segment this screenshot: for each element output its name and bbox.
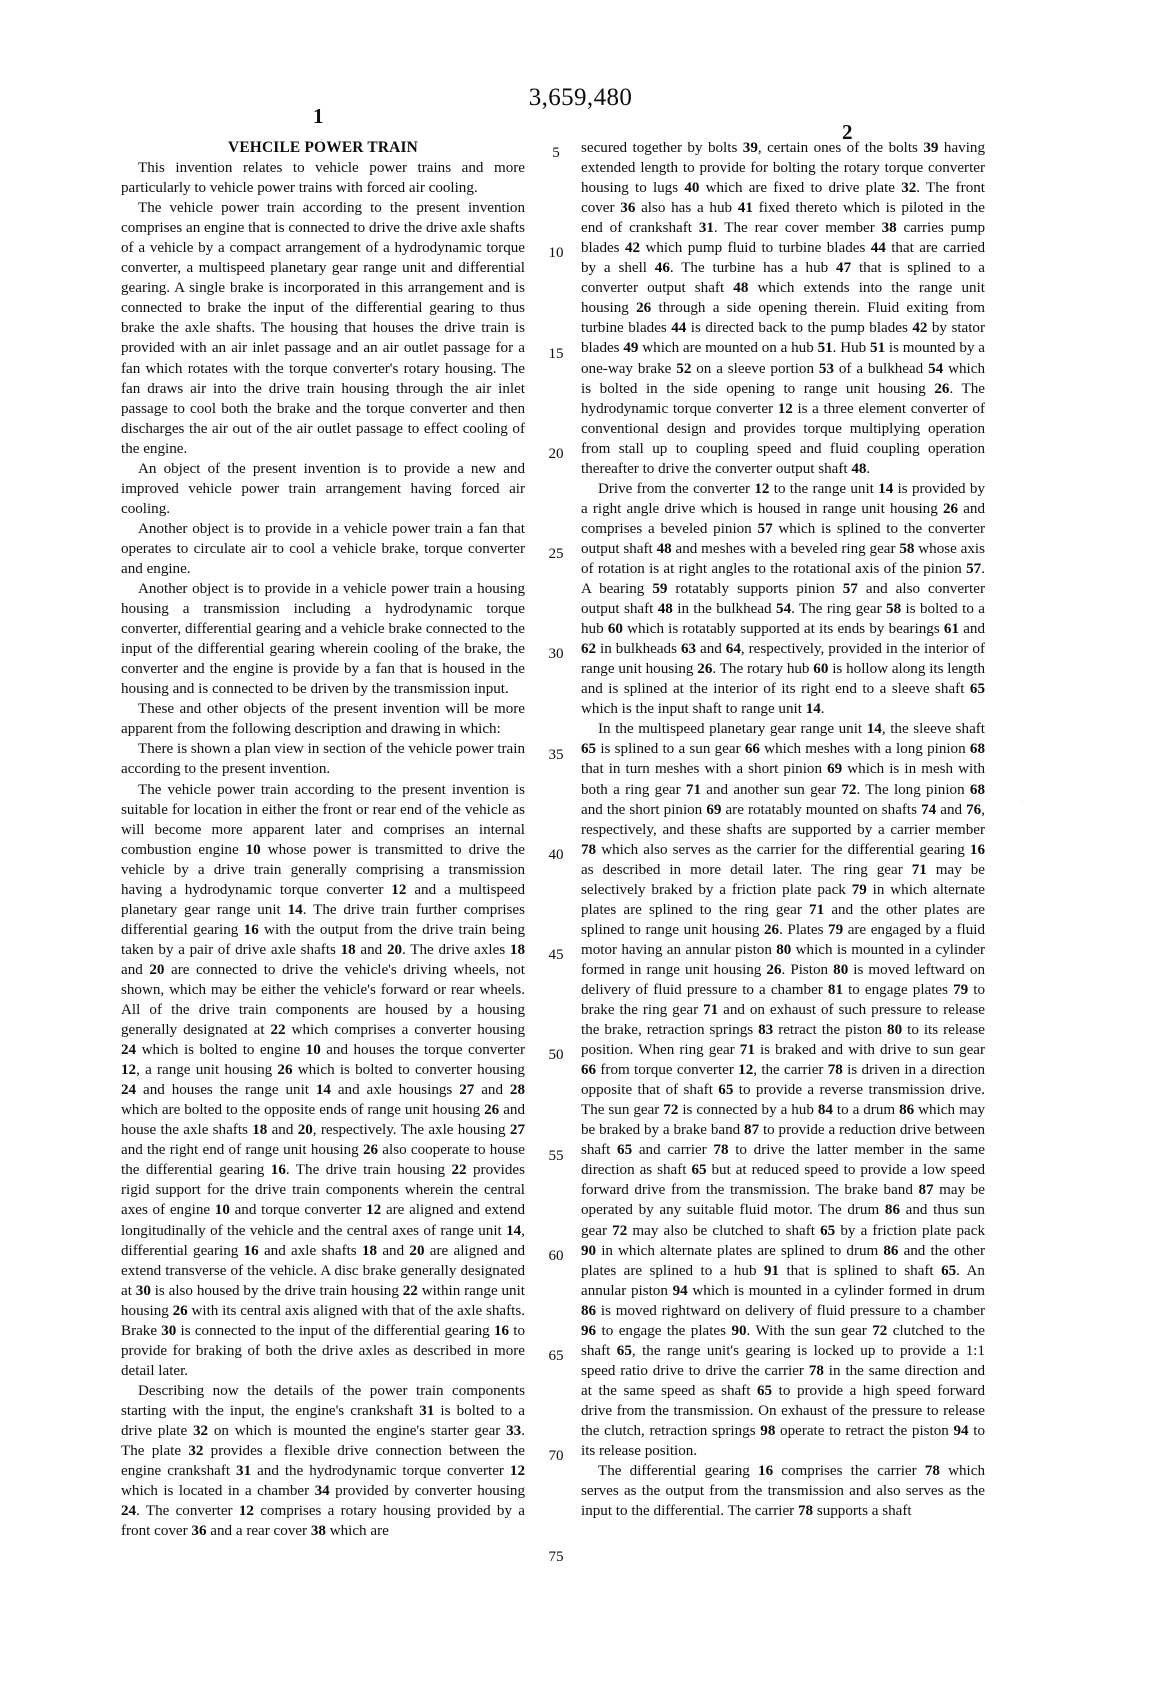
reference-numeral: 30: [135, 1282, 151, 1299]
paragraph: There is shown a plan view in section of the vehicle power train according to the present invention.: [121, 741, 525, 778]
reference-numeral: 58: [899, 540, 915, 557]
reference-numeral: 26: [766, 961, 782, 978]
reference-numeral: 79: [828, 921, 844, 938]
reference-numeral: 65: [616, 1342, 632, 1359]
reference-numeral: 94: [953, 1423, 969, 1439]
reference-numeral: 86: [899, 1102, 915, 1119]
reference-numeral: 65: [617, 1142, 633, 1159]
reference-numeral: 18: [509, 941, 525, 958]
reference-numeral: 71: [703, 1002, 719, 1019]
reference-numeral: 32: [901, 180, 917, 197]
reference-numeral: 76: [966, 801, 982, 818]
reference-numeral: 86: [581, 1302, 597, 1319]
reference-numeral: 87: [744, 1122, 760, 1139]
reference-numeral: 51: [817, 340, 833, 357]
reference-numeral: 14: [805, 701, 821, 718]
reference-numeral: 49: [623, 340, 639, 357]
reference-numeral: 20: [409, 1242, 425, 1259]
line-number: 50: [548, 1047, 564, 1064]
line-number: 40: [548, 846, 564, 863]
reference-numeral: 22: [270, 1022, 286, 1039]
reference-numeral: 64: [725, 641, 741, 658]
reference-numeral: 16: [243, 921, 259, 938]
reference-numeral: 40: [684, 180, 700, 197]
paragraph: An object of the present invention is to provide a new and improved vehicle power train arrangement having forced air cooling.: [121, 460, 525, 517]
reference-numeral: 68: [969, 781, 985, 798]
right-column: [581, 138, 985, 1541]
reference-numeral: 12: [509, 1463, 525, 1480]
reference-numeral: 48: [851, 460, 867, 477]
reference-numeral: 12: [121, 1062, 137, 1079]
reference-numeral: 18: [340, 941, 356, 958]
reference-numeral: 30: [161, 1322, 177, 1339]
reference-numeral: 27: [459, 1082, 475, 1099]
reference-numeral: 57: [966, 560, 982, 577]
reference-numeral: 65: [757, 1382, 773, 1399]
reference-numeral: 16: [493, 1322, 510, 1339]
column-number-right: 2: [842, 120, 853, 144]
reference-numeral: 26: [362, 1142, 379, 1159]
reference-numeral: 72: [612, 1222, 628, 1239]
reference-numeral: 47: [836, 260, 852, 277]
left-column: [121, 138, 525, 1541]
reference-numeral: 71: [739, 1042, 755, 1059]
paragraph: secured together by bolts 39, certain ones of the bolts 39 having extended length to provide for bolting the rotary torque converter housing to lugs 40 which are fixed to drive plate 32. The front cover 36 also has a hub 41 fixed thereto which is piloted in the end of crankshaft 31. The rear cover member 38 carries pump blades 42 which pump fluid to turbine blades 44 that are carried by a shell 46. The turbine has a hub 47 that is splined to a converter output shaft 48 which extends into the range unit housing 26 through a side opening therein. Fluid exiting from turbine blades 44 is directed back to the pump blades 42 by stator blades 49 which are mounted on a hub 51. Hub 51 is mounted by a one-way brake 52 on a sleeve portion 53 of a bulkhead 54 which is bolted in the side opening to range unit housing 26. The hydrodynamic torque converter 12 is a three element converter of conventional design and provides torque multiplying operation from stall up to coupling speed and fluid coupling operation thereafter to drive the converter output shaft 48.: [581, 140, 986, 477]
reference-numeral: 31: [236, 1463, 252, 1480]
paragraph: Describing now the details of the power train components starting with the input, the engine's crankshaft 31 is bolted to a drive plate 32 on which is mounted the engine's starter gear 33. The plate 32 provides a flexible drive connection between the engine crankshaft 31 and the hydrodynamic torque converter 12 which is located in a chamber 34 provided by converter housing 24. The converter 12 comprises a rotary housing provided by a front cover 36 and a rear cover 38 which are: [121, 1382, 525, 1540]
reference-numeral: 80: [887, 1022, 903, 1039]
reference-numeral: 34: [314, 1483, 330, 1500]
line-number: 75: [548, 1548, 564, 1565]
reference-numeral: 59: [652, 581, 668, 598]
reference-numeral: 83: [758, 1022, 774, 1039]
reference-numeral: 38: [310, 1523, 326, 1540]
line-number: 20: [548, 445, 564, 462]
reference-numeral: 78: [924, 1463, 940, 1480]
reference-numeral: 14: [878, 480, 894, 497]
reference-numeral: 10: [305, 1042, 321, 1059]
reference-numeral: 32: [192, 1423, 209, 1439]
line-number: 55: [548, 1147, 564, 1164]
reference-numeral: 65: [691, 1162, 707, 1179]
paragraph: Another object is to provide in a vehicle power train a fan that operates to circulate air to cool a vehicle brake, torque converter and engine.: [121, 520, 525, 577]
reference-numeral: 16: [270, 1162, 286, 1179]
line-number: 65: [548, 1348, 564, 1364]
reference-numeral: 74: [921, 801, 937, 818]
reference-numeral: 14: [506, 1222, 522, 1239]
reference-numeral: 71: [809, 901, 825, 918]
reference-numeral: 18: [252, 1122, 268, 1139]
paragraph: The vehicle power train according to the present invention comprises an engine that is connected to drive the drive axle shafts of a vehicle by a compact arrangement of a hydrodynamic torque converter, a multispeed planetary gear range unit and differential gearing. A single brake is incorporated in this arrangement and is connected to brake the input of the differential gearing to thus brake the axle shafts. The housing that houses the drive train is provided with an air inlet passage and an air outlet passage for a fan which rotates with the torque converter's rotary housing. The fan draws air into the drive train housing through the air inlet passage to cool both the brake and the torque converter and then discharges the air out of the air outlet passage to effect cooling of the engine.: [121, 200, 525, 457]
reference-numeral: 20: [297, 1122, 313, 1139]
reference-numeral: 62: [581, 641, 597, 658]
reference-numeral: 38: [881, 220, 897, 237]
paragraph: The vehicle power train according to the present invention is suitable for location in either the front or rear end of the vehicle as will become more apparent later and comprises an internal combustion engine 10 whose power is transmitted to drive the vehicle by a drive train generally comprising a transmission having a hydrodynamic torque converter 12 and a multispeed planetary gear range unit 14. The drive train further comprises differential gearing 16 with the output from the drive train being taken by a pair of drive axle shafts 18 and 20. The drive axles 18 and 20 are connected to drive the vehicle's driving wheels, not shown, which may be either the vehicle's forward or rear wheels. All of the drive train components are housed by a housing generally designated at 22 which comprises a converter housing 24 which is bolted to engine 10 and houses the torque converter 12, a range unit housing 26 which is bolted to converter housing 24 and houses the range unit 14 and axle housings 27 and 28 which are bolted to the opposite ends of range unit housing 26 and house the axle shafts 18 and 20, respectively. The axle housing 27 and the right end of range unit housing 26 also cooperate to house the differential gearing 16. The drive train housing 22 provides rigid support for the drive train components wherein the central axes of engine 10 and torque converter 12 are aligned and extend longitudinally of the vehicle and the central axes of range unit 14, differential gearing 16 and axle shafts 18 and 20 are aligned and extend transverse of the vehicle. A disc brake generally designated at 30 is also housed by the drive train housing 22 within range unit housing 26 with its central axis aligned with that of the axle shafts. Brake 30 is connected to the input of the differential gearing 16 to provide for braking of both the drive axles as described in more detail later.: [121, 781, 526, 1379]
reference-numeral: 48: [656, 540, 672, 557]
reference-numeral: 81: [827, 981, 843, 998]
line-number: 45: [548, 947, 564, 963]
reference-numeral: 51: [870, 340, 886, 357]
reference-numeral: 78: [827, 1062, 843, 1079]
reference-numeral: 14: [287, 901, 303, 918]
paragraph: Another object is to provide in a vehicle power train a housing housing a transmission including a hydrodynamic torque converter, differential gearing and a vehicle brake connected to the input of the differential gearing wherein cooling of the brake, the converter and the engine is provide by a fan that is housed in the housing and is connected to be driven by the transmission input.: [121, 581, 525, 698]
reference-numeral: 12: [238, 1503, 254, 1520]
reference-numeral: 69: [827, 761, 843, 778]
reference-numeral: 80: [833, 961, 849, 978]
reference-numeral: 39: [923, 140, 939, 156]
reference-numeral: 12: [738, 1062, 754, 1079]
reference-numeral: 20: [386, 941, 403, 958]
reference-numeral: 94: [672, 1282, 688, 1299]
reference-numeral: 26: [934, 380, 950, 397]
reference-numeral: 72: [872, 1322, 888, 1339]
reference-numeral: 69: [706, 801, 722, 818]
reference-numeral: 54: [776, 601, 792, 618]
line-number: 30: [548, 646, 564, 663]
reference-numeral: 63: [680, 641, 697, 658]
paragraph: These and other objects of the present invention will be more apparent from the following description and drawing in which:: [121, 701, 525, 738]
reference-numeral: 90: [581, 1242, 597, 1259]
page-title: VEHCILE POWER TRAIN: [228, 139, 418, 156]
reference-numeral: 22: [451, 1162, 467, 1179]
reference-numeral: 44: [870, 240, 886, 257]
line-number: 15: [548, 345, 564, 362]
reference-numeral: 10: [245, 841, 261, 858]
reference-numeral: 78: [797, 1503, 814, 1520]
reference-numeral: 65: [581, 741, 597, 758]
line-number: 10: [548, 245, 564, 262]
reference-numeral: 87: [918, 1182, 934, 1199]
reference-numeral: 66: [581, 1062, 597, 1079]
reference-numeral: 66: [744, 741, 760, 758]
reference-numeral: 68: [969, 741, 985, 758]
reference-numeral: 32: [188, 1443, 204, 1460]
reference-numeral: 96: [581, 1322, 597, 1339]
paragraph: Drive from the converter 12 to the range unit 14 is provided by a right angle drive which is housed in range unit housing 26 and comprises a beveled pinion 57 which is splined to the converter output shaft 48 and meshes with a beveled ring gear 58 whose axis of rotation is at right angles to the rotational axis of the pinion 57. A bearing 59 rotatably supports pinion 57 and also converter output shaft 48 in the bulkhead 54. The ring gear 58 is bolted to a hub 60 which is rotatably supported at its ends by bearings 61 and 62 in bulkheads 63 and 64, respectively, provided in the interior of range unit housing 26. The rotary hub 60 is hollow along its length and is splined at the interior of its right end to a sleeve shaft 65 which is the input shaft to range unit 14.: [581, 480, 986, 718]
reference-numeral: 12: [391, 881, 407, 898]
reference-numeral: 65: [820, 1222, 836, 1239]
line-number-gutter: [531, 138, 581, 1565]
reference-numeral: 24: [121, 1082, 137, 1099]
reference-numeral: 91: [763, 1262, 780, 1279]
paragraph: This invention relates to vehicle power trains and more particularly to vehicle power trains with forced air cooling.: [121, 160, 525, 197]
reference-numeral: 65: [718, 1082, 734, 1099]
reference-numeral: 10: [214, 1202, 230, 1219]
reference-numeral: 28: [509, 1082, 525, 1099]
reference-numeral: 58: [886, 601, 902, 618]
patent-number: 3,659,480: [528, 84, 633, 111]
reference-numeral: 65: [969, 681, 985, 698]
paragraph: In the multispeed planetary gear range unit 14, the sleeve shaft 65 is splined to a sun gear 66 which meshes with a long pinion 68 that in turn meshes with a short pinion 69 which is in mesh with both a ring gear 71 and another sun gear 72. The long pinion 68 and the short pinion 69 are rotatably mounted on shafts 74 and 76, respectively, and these shafts are supported by a carrier member 78 which also serves as the carrier for the differential gearing 16 as described in more detail later. The ring gear 71 may be selectively braked by a friction plate pack 79 in which alternate plates are splined to the ring gear 71 and the other plates are splined to range unit housing 26. Plates 79 are engaged by a fluid motor having an annular piston 80 which is mounted in a cylinder formed in range unit housing 26. Piston 80 is moved leftward on delivery of fluid pressure to a chamber 81 to engage plates 79 to brake the ring gear 71 and on exhaust of such pressure to release the brake, retraction springs 83 retract the piston 80 to its release position. When ring gear 71 is braked and with drive to sun gear 66 from torque converter 12, the carrier 78 is driven in a direction opposite that of shaft 65 to provide a reverse transmission drive. The sun gear 72 is connected by a hub 84 to a drum 86 which may be braked by a brake band 87 to provide a reduction drive between shaft 65 and carrier 78 to drive the latter member in the same direction as shaft 65 but at reduced speed to provide a low speed forward drive from the transmission. The brake band 87 may be operated by any suitable fluid motor. The drum 86 and thus sun gear 72 may also be clutched to shaft 65 by a friction plate pack 90 in which alternate plates are splined to drum 86 and the other plates are splined to a hub 91 that is splined to shaft 65. An annular piston 94 which is mounted in a cylinder formed in drum 86 is moved rightward on delivery of fluid pressure to a chamber 96 to engage the plates 90. With the sun gear 72 clutched to the shaft 65, the range unit's gearing is locked up to provide a 1:1 speed ratio drive to drive the carrier 78 in the same direction and at the same speed as shaft 65 to provide a high speed forward drive from the transmission. On exhaust of the pressure to release the clutch, retraction springs 98 operate to retract the piston 94 to its release position.: [581, 721, 986, 1460]
reference-numeral: 18: [361, 1242, 378, 1259]
reference-numeral: 12: [366, 1202, 382, 1219]
reference-numeral: 80: [776, 941, 792, 958]
reference-numeral: 36: [620, 200, 636, 217]
reference-numeral: 48: [657, 601, 673, 618]
reference-numeral: 57: [757, 520, 773, 537]
line-number: 70: [548, 1448, 564, 1465]
reference-numeral: 39: [742, 140, 758, 156]
reference-numeral: 71: [911, 861, 927, 878]
reference-numeral: 61: [943, 621, 960, 638]
reference-numeral: 54: [928, 360, 944, 377]
paragraph: The differential gearing 16 comprises the carrier 78 which serves as the output from the transmission and also serves as the input to the differential. The carrier 78 supports a shaft: [581, 1463, 985, 1520]
reference-numeral: 84: [817, 1102, 833, 1119]
reference-numeral: 52: [676, 360, 692, 377]
reference-numeral: 31: [698, 220, 714, 237]
reference-numeral: 36: [191, 1523, 207, 1540]
column-number-left: 1: [313, 104, 324, 128]
reference-numeral: 71: [685, 781, 701, 798]
reference-numeral: 46: [654, 260, 670, 277]
reference-numeral: 42: [624, 240, 641, 257]
reference-numeral: 26: [277, 1062, 293, 1079]
line-number: 25: [548, 546, 564, 562]
reference-numeral: 78: [713, 1142, 729, 1159]
reference-numeral: 14: [866, 721, 882, 738]
reference-numeral: 86: [884, 1202, 900, 1219]
reference-numeral: 53: [818, 360, 834, 377]
reference-numeral: 12: [777, 400, 793, 417]
reference-numeral: 41: [737, 200, 753, 217]
reference-numeral: 16: [243, 1242, 259, 1259]
two-column-body: [121, 138, 1045, 1565]
line-number: 60: [548, 1247, 564, 1264]
reference-numeral: 79: [953, 981, 969, 998]
reference-numeral: 14: [315, 1082, 331, 1099]
reference-numeral: 72: [663, 1102, 679, 1119]
reference-numeral: 27: [509, 1122, 525, 1139]
reference-numeral: 78: [581, 841, 597, 858]
reference-numeral: 65: [941, 1262, 957, 1279]
reference-numeral: 26: [763, 921, 780, 938]
reference-numeral: 22: [402, 1282, 418, 1299]
reference-numeral: 78: [808, 1362, 824, 1379]
reference-numeral: 26: [172, 1302, 188, 1319]
reference-numeral: 26: [697, 661, 713, 678]
reference-numeral: 24: [121, 1503, 137, 1520]
reference-numeral: 44: [671, 320, 687, 337]
reference-numeral: 79: [851, 881, 867, 898]
reference-numeral: 26: [636, 300, 652, 317]
reference-numeral: 42: [912, 320, 928, 337]
reference-numeral: 20: [149, 961, 165, 978]
reference-numeral: 16: [969, 841, 985, 858]
reference-numeral: 24: [121, 1042, 137, 1059]
reference-numeral: 26: [484, 1102, 500, 1119]
reference-numeral: 60: [607, 621, 623, 638]
reference-numeral: 16: [758, 1463, 774, 1480]
reference-numeral: 26: [942, 500, 959, 517]
reference-numeral: 60: [813, 661, 829, 678]
reference-numeral: 33: [506, 1423, 522, 1439]
reference-numeral: 12: [754, 480, 770, 497]
reference-numeral: 57: [842, 581, 858, 598]
reference-numeral: 31: [419, 1402, 435, 1419]
line-number: 35: [548, 746, 564, 763]
reference-numeral: 72: [841, 781, 857, 798]
line-number: 5: [552, 145, 560, 161]
reference-numeral: 98: [760, 1423, 776, 1439]
reference-numeral: 90: [731, 1322, 747, 1339]
reference-numeral: 86: [883, 1242, 899, 1259]
reference-numeral: 48: [733, 280, 749, 297]
